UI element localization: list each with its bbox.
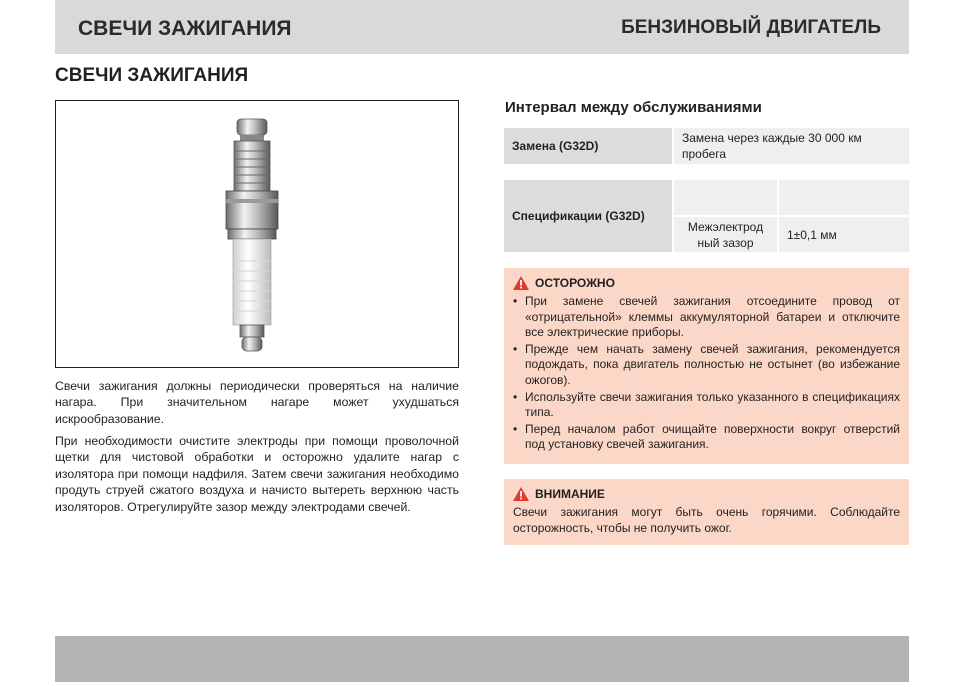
gap-label: Межэлектрод ный зазор xyxy=(687,219,764,250)
caution-item: • Прежде чем начать замену свечей зажигания, рекомендуется подождать, пока двигатель полностью не остынет (во избежание ожогов). xyxy=(513,342,900,389)
replacement-value: Замена через каждые 30 000 км пробега xyxy=(682,131,862,161)
section-title: СВЕЧИ ЗАЖИГАНИЯ xyxy=(55,65,249,86)
replacement-value-cell xyxy=(674,128,909,164)
header-right-title: БЕНЗИНОВЫЙ ДВИГАТЕЛЬ xyxy=(621,17,881,38)
replacement-label-cell xyxy=(504,128,672,164)
warning-icon xyxy=(513,487,529,501)
page-header xyxy=(55,0,909,54)
caution-list xyxy=(513,294,900,453)
specifications-label-cell xyxy=(504,180,672,252)
caution-item: • При замене свечей зажигания отсоедините провод от «отрицательной» клеммы аккумуляторной батареи и отключите все электрические приборы. xyxy=(513,294,900,341)
attention-box xyxy=(504,479,909,545)
service-interval-title: Интервал между обслуживаниями xyxy=(505,99,762,116)
replacement-label: Замена (G32D) xyxy=(512,139,599,153)
caution-heading: ОСТОРОЖНО xyxy=(535,276,615,290)
caution-item: • Используйте свечи зажигания только указанного в спецификациях типа. xyxy=(513,390,900,421)
attention-heading: ВНИМАНИЕ xyxy=(535,487,605,501)
warning-icon xyxy=(513,276,529,290)
body-paragraph-2: При необходимости очистите электроды при помощи проволочной щетки для чистовой обработки и осторожно удалите нагар с изолятора при помощи надфиля. Затем свечи зажигания необходимо продуть струей сжатого воздуха и начисто вытереть верхнюю часть изоляторов. Отрегулируйте зазор между электродами свечей. xyxy=(55,434,459,514)
gap-label-cell xyxy=(674,217,777,252)
caution-header xyxy=(513,276,900,290)
spec-empty-cell-2 xyxy=(779,180,909,215)
specifications-label: Спецификации (G32D) xyxy=(512,209,645,223)
gap-value-cell xyxy=(779,217,909,252)
header-left-title: СВЕЧИ ЗАЖИГАНИЯ xyxy=(78,17,292,40)
body-paragraph-1: Свечи зажигания должны периодически проверяться на наличие нагара. При значительном нагаре может ухудшаться искрообразование. xyxy=(55,379,459,426)
attention-text: Свечи зажигания могут быть очень горячими. Соблюдайте осторожность, чтобы не получить ожог. xyxy=(513,505,900,535)
page-footer xyxy=(55,636,909,682)
caution-item: • Перед началом работ очищайте поверхности вокруг отверстий под установку свечей зажигания. xyxy=(513,422,900,453)
spark-plug-photo-frame xyxy=(55,100,459,368)
caution-box xyxy=(504,268,909,464)
attention-header xyxy=(513,487,900,501)
spark-plug-image xyxy=(56,101,458,367)
gap-value: 1±0,1 мм xyxy=(787,227,837,242)
spec-empty-cell-1 xyxy=(674,180,777,215)
